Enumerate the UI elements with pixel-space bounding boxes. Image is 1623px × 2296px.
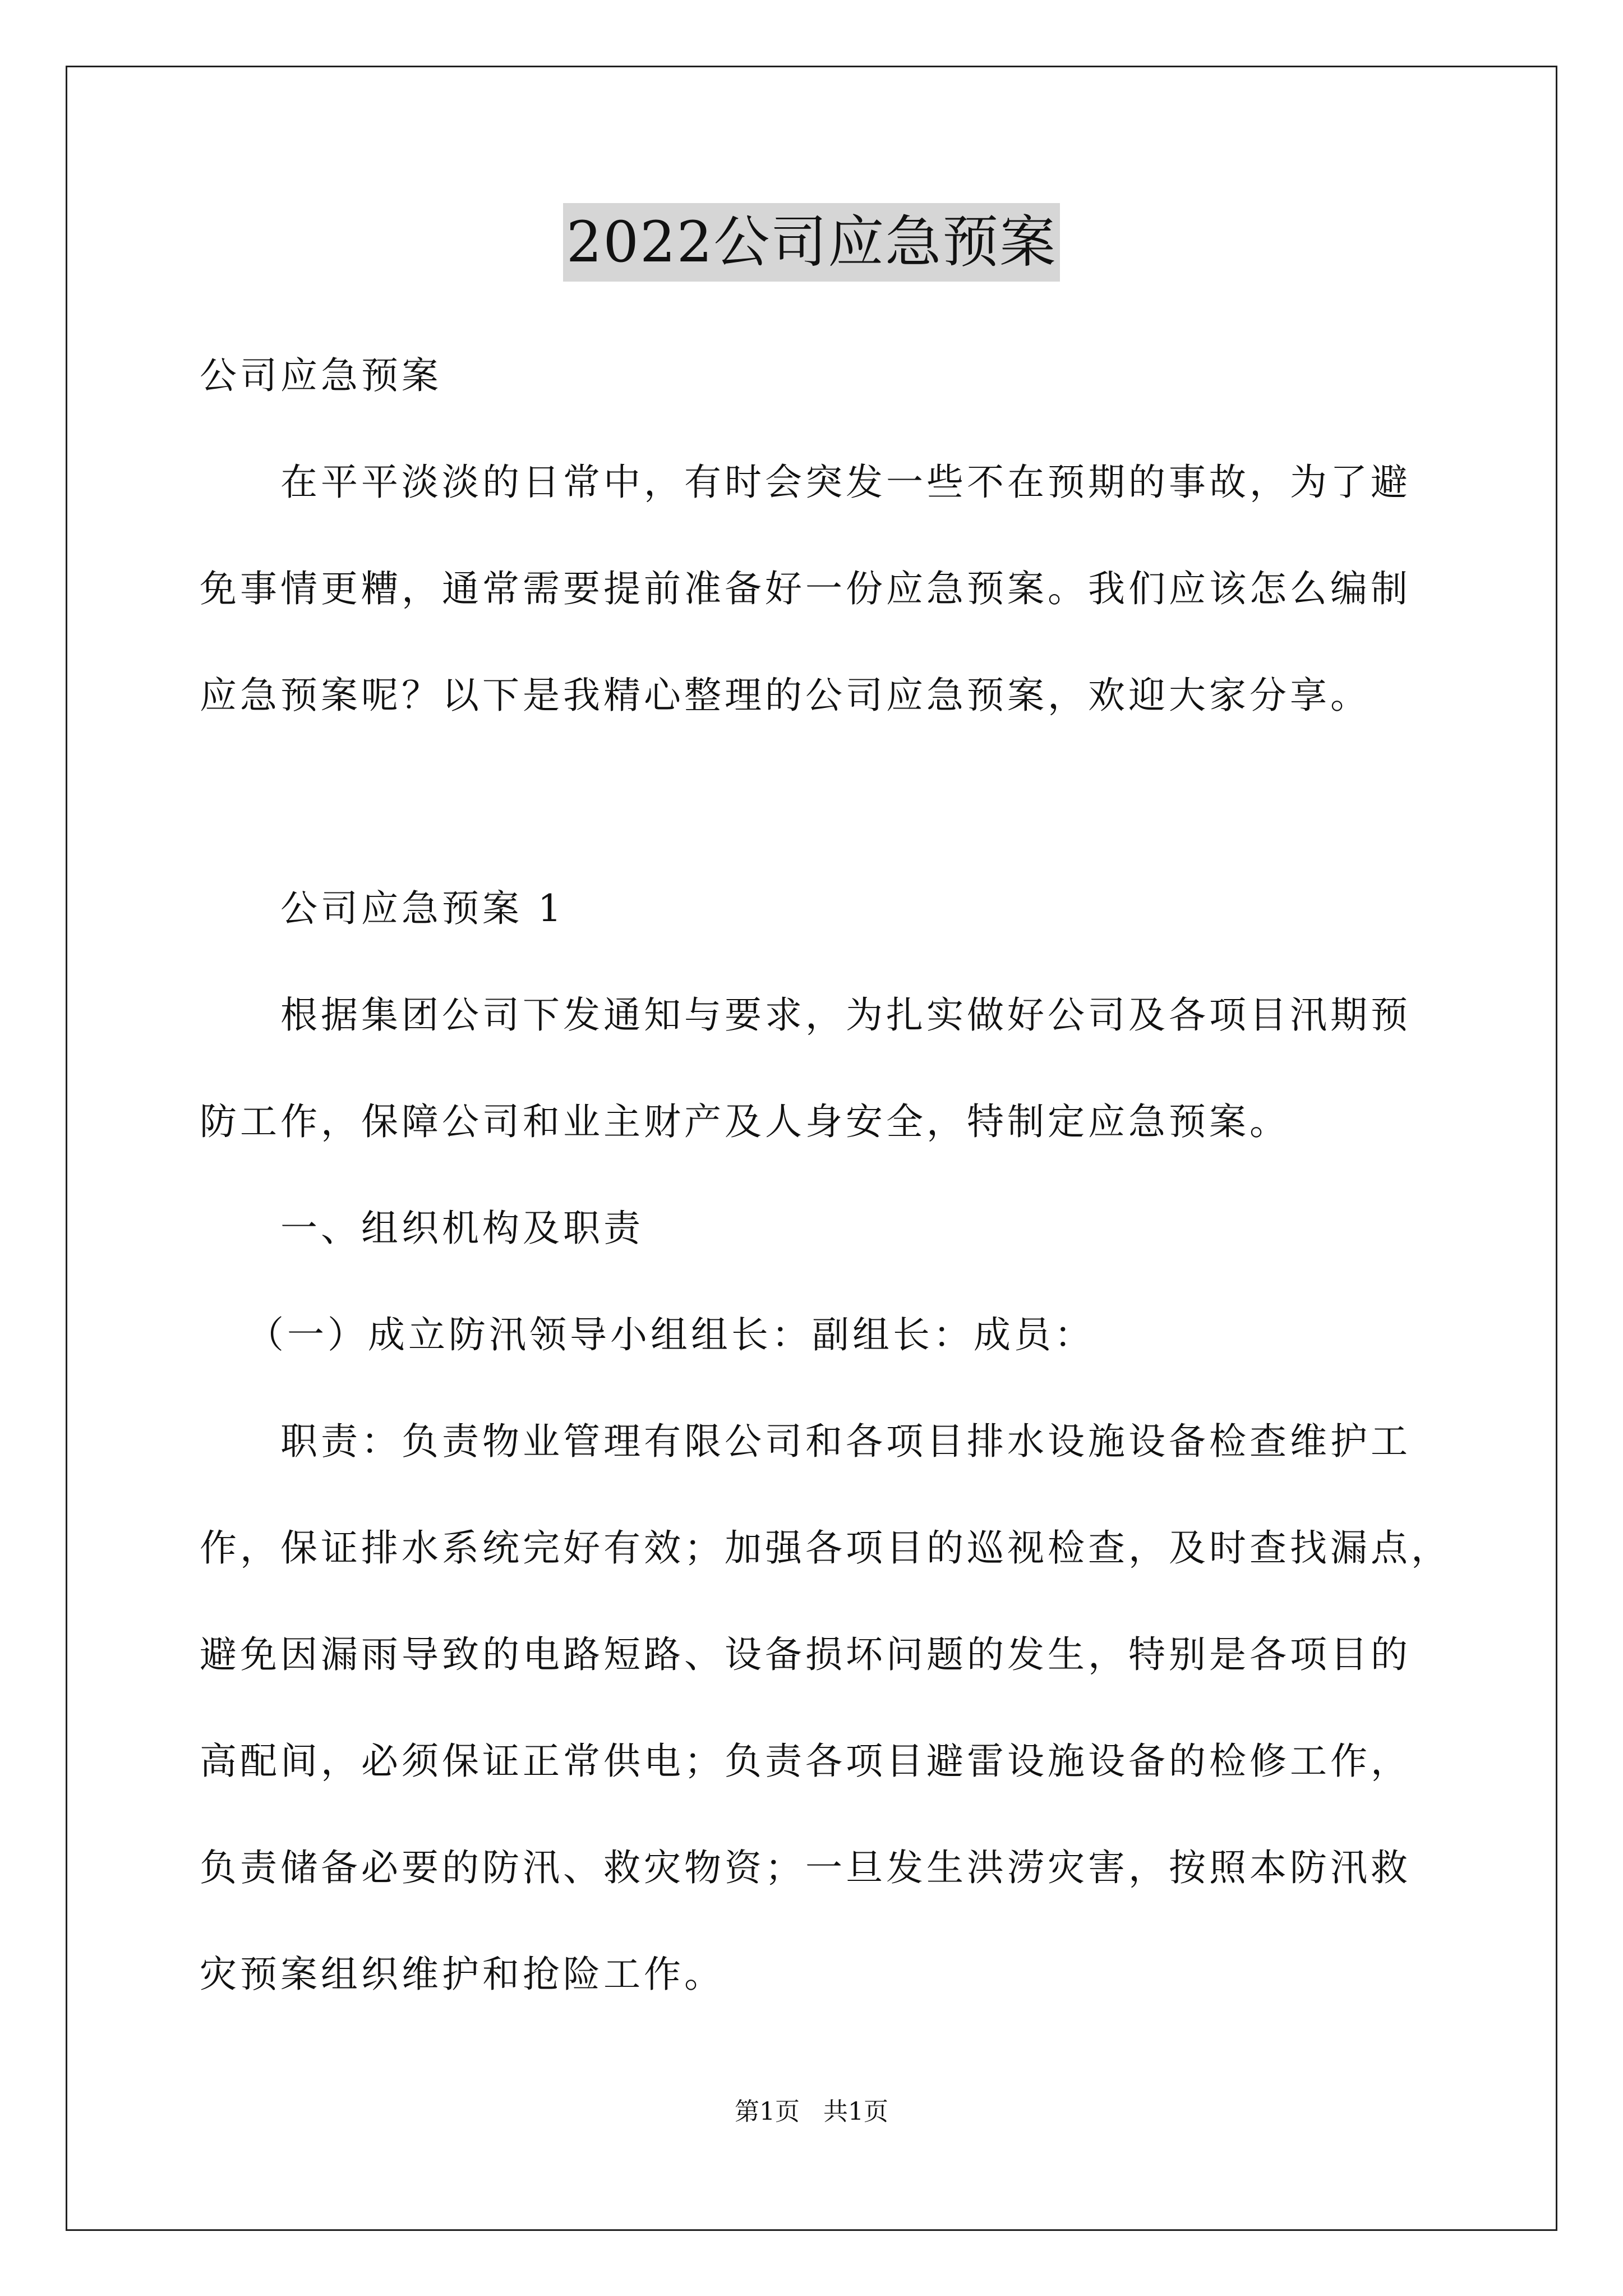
duty-line-4: 高配间，必须保证正常供电；负责各项目避雷设施设备的检修工作， [200,1740,1411,1783]
duty-line-6: 灾预案组织维护和抢险工作。 [200,1953,725,1996]
duty-line-3: 避免因漏雨导致的电路短路、设备损坏问题的发生，特别是各项目的 [200,1633,1411,1676]
intro-line-2: 免事情更糟，通常需要提前准备好一份应急预案。我们应该怎么编制 [200,567,1411,610]
duty-line-2: 作，保证排水系统完好有效；加强各项目的巡视检查，及时查找漏点， [200,1526,1451,1570]
duty-line-1: 职责：负责物业管理有限公司和各项目排水设施设备检查维护工 [280,1420,1411,1463]
heading-organization: 一、组织机构及职责 [280,1207,644,1250]
section-title: 公司应急预案 1 [280,887,565,930]
para1-line-1: 根据集团公司下发通知与要求，为扎实做好公司及各项目汛期预 [280,993,1411,1037]
page-number-current: 第1页 [735,2097,800,2126]
title-container [0,203,1623,282]
intro-line-1: 在平平淡淡的日常中，有时会突发一些不在预期的事故，为了避 [280,461,1411,504]
duty-line-5: 负责储备必要的防汛、救灾物资；一旦发生洪涝灾害，按照本防汛救 [200,1846,1411,1889]
page-footer [0,2095,1623,2129]
page-number-total: 共1页 [823,2097,888,2126]
document-title: 2022公司应急预案 [563,203,1061,282]
document-subtitle: 公司应急预案 [200,354,442,397]
intro-line-3: 应急预案呢？以下是我精心整理的公司应急预案，欢迎大家分享。 [200,674,1371,717]
heading-flood-group: （一）成立防汛领导小组组长：副组长：成员： [247,1313,1095,1356]
para1-line-2: 防工作，保障公司和业主财产及人身安全，特制定应急预案。 [200,1100,1290,1143]
